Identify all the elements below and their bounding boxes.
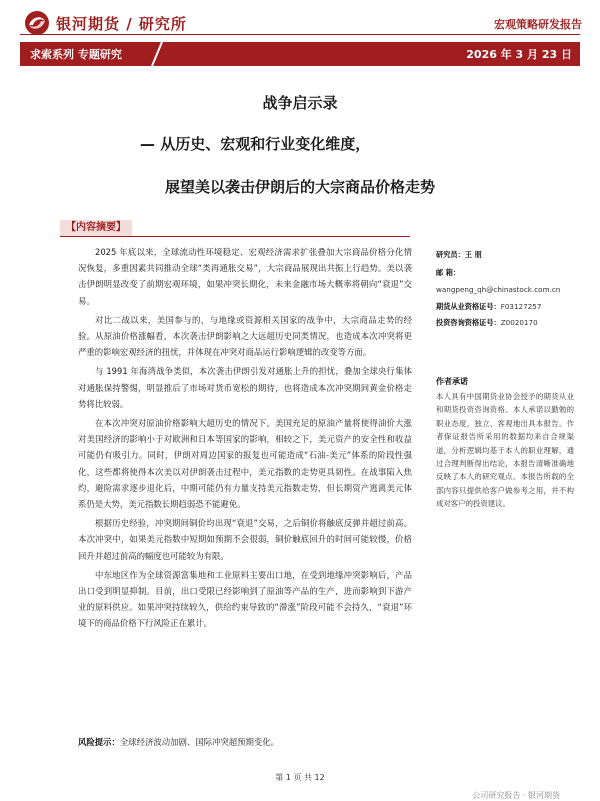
banner-notch: [146, 42, 170, 66]
invest-cert-number: Z0020170: [500, 318, 538, 327]
risk-label: 风险提示：: [78, 737, 120, 747]
author-commitment-title: 作者承诺: [436, 377, 468, 386]
page-title: 战争启示录: [262, 94, 338, 112]
futures-cert-label: 期货从业资格证号：: [436, 302, 501, 311]
researcher-label: 研究员：: [436, 250, 465, 259]
report-date: 2026 年 3 月 23 日: [466, 48, 572, 61]
summary-paragraph: 对比二战以来，美国参与的，与地缘或资源相关国家的战争中，大宗商品走势的经验。从原油价格涨幅看，本次袭击伊朗影响之大远超历史同类情况，也造成本次冲突将更严重的影响宏观经济的扭忧，并体现在冲突对商品运行影响逻辑的改变等方面。: [78, 314, 412, 358]
page-number: 第 1 页 共 12: [275, 773, 325, 782]
invest-cert-row: [436, 318, 584, 328]
summary-body: [78, 244, 412, 635]
email-label: 邮 箱：: [436, 268, 461, 277]
summary-divider: [60, 236, 410, 237]
researcher-name: 王 朋: [464, 250, 482, 259]
page-subtitle-1: — 从历史、宏观和行业变化维度，: [140, 135, 371, 153]
researcher-row: [436, 250, 584, 260]
summary-tag: 【内容摘要】: [60, 220, 132, 236]
report-series: 求索系列 专题研究: [30, 48, 122, 61]
summary-paragraph: 2025 年底以来，全球流动性环境稳定、宏观经济需求扩张叠加大宗商品价格分化情况恢复，多重因素共同推动全球“类再通胀交易”，大宗商品展现出共振上行趋势。美以袭击伊朗明显改变了前期宏观环境，如果冲突长期化，未来金融市场大概率将朝向“衰退”交易。: [78, 247, 412, 306]
risk-text: 全球经济波动加剧、国际冲突超预期变化。: [119, 737, 279, 747]
header-divider: [20, 34, 580, 35]
report-type: 宏观策略研发报告: [494, 18, 582, 31]
footer-note: 公司研究报告 · 银河期货: [472, 791, 560, 800]
futures-cert-number: F03127257: [500, 302, 542, 311]
summary-paragraph: 与 1991 年海湾战争类似，本次袭击伊朗引发对通胀上升的担忧，叠加全球央行集体对通胀保持警惕，明显推后了市场对货币宽松的期待，也将造成本次冲突期间黄金价格走势将比较弱。: [78, 366, 412, 409]
author-commitment-text: 本人具有中国期货业协会授予的期货从业和期货投资咨询资格。本人承诺以勤勉的职业态度，独立、客观地出具本报告。作者保证报告所采用的数据均来自合规渠道，分析逻辑均基于本人的职业理解，通过合理判断得出结论，本报告清晰准确地反映了本人的研究观点。本报告所载的全部内容只提供给客户做参考之用，并不构成对客户的投资建议。: [436, 392, 574, 509]
risk-warning: [78, 736, 279, 748]
summary-paragraph: 中东地区作为全球资源富集地和工业原料主要出口地，在受到地缘冲突影响后，产品出口受到明显抑制。目前，出口受限已经影响到了原油等产品的生产，进而影响到下游产业的原料供应。如果冲突持续较久，供给约束导致的“滞涨”阶段可能不会持久，“衰退”环境下的商品价格下行风险正在累计。: [78, 569, 412, 629]
invest-cert-label: 投资咨询资格证号：: [436, 318, 501, 327]
futures-cert-row: [436, 302, 584, 312]
summary-paragraph: 根据历史经验，冲突期间铜价均出现“衰退”交易，之后铜价将触底反弹并超过前高。本次冲突中，如果美元指数中短期如预期不会很弱，铜价触底回升的时间可能较慢，价格回升并超过前高的幅度也可能较为有限。: [78, 518, 412, 561]
email-label-row: [436, 268, 584, 278]
summary-paragraph: 在本次冲突对原油价格影响大超历史的情况下，美国充足的原油产量将使得油价大涨对美国经济的影响小于对欧洲和日本等国家的影响，相较之下，美元资产的安全性和收益可能仍有吸引力。同时，伊朗对周边国家的报复也可能造成“石油-美元”体系的阶段性强化，这些都将使得本次美以对伊朗袭击过程中，美元指数的走势更具韧性。在战事陷入焦灼，避险需求逐步退化后，中期可能仍有力量支持美元指数走势，但长期资产逃离美元体系仍是大势，美元指数长期趋弱恐不能避免。: [78, 418, 412, 510]
brand-name: 银河期货 / 研究所: [56, 15, 187, 33]
email-value[interactable]: wangpeng_qh@chinastock.com.cn: [436, 285, 561, 294]
page-subtitle-2: 展望美以袭击伊朗后的大宗商品价格走势: [164, 178, 435, 196]
galaxy-swirl-icon: [24, 10, 50, 36]
